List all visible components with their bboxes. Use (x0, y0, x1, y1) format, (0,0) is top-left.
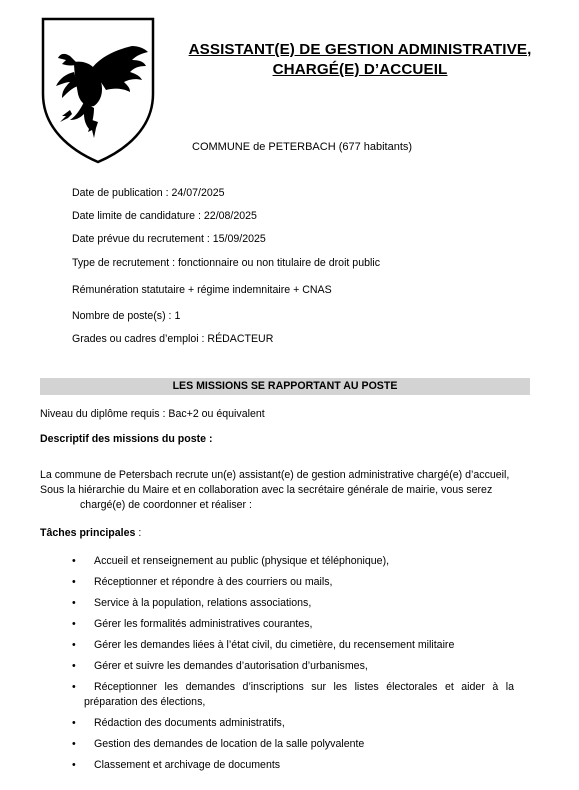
task-text: Gestion des demandes de location de la salle polyvalente (94, 738, 365, 750)
list-item (72, 716, 514, 731)
publication-date: Date de publication : 24/07/2025 (72, 187, 225, 199)
bullet: • (72, 576, 76, 588)
task-text: Gérer et suivre les demandes d’autorisation d’urbanismes, (94, 660, 368, 672)
coat-of-arms-eagle-icon (40, 16, 156, 164)
page-title (180, 40, 540, 80)
title-line-1: ASSISTANT(E) DE GESTION ADMINISTRATIVE, (188, 41, 532, 58)
list-item (72, 737, 514, 752)
bullet: • (72, 681, 76, 693)
bullet: • (72, 660, 76, 672)
tasks-label: Tâches principales (40, 527, 136, 539)
task-text: Gérer les formalités administratives courantes, (94, 618, 313, 630)
task-text: Rédaction des documents administratifs, (94, 717, 285, 729)
list-item (72, 575, 514, 590)
task-text: Accueil et renseignement au public (physique et téléphonique), (94, 555, 390, 567)
diploma-requirement: Niveau du diplôme requis : Bac+2 ou équivalent (40, 408, 265, 420)
bullet: • (72, 618, 76, 630)
task-continuation: préparation des élections, (84, 696, 206, 708)
recruitment-date: Date prévue du recrutement : 15/09/2025 (72, 233, 266, 245)
tasks-label-suffix: : (135, 527, 142, 539)
list-item (72, 554, 514, 569)
bullet: • (72, 597, 76, 609)
missions-description-label: Descriptif des missions du poste : (40, 433, 213, 445)
bullet: • (72, 639, 76, 651)
remuneration: Rémunération statutaire + régime indemnitaire + CNAS (72, 284, 332, 296)
intro-line-2: Sous la hiérarchie du Maire et en collaboration avec la secrétaire générale de mairie, vous serez (40, 484, 493, 496)
list-item (72, 659, 514, 674)
bullet: • (72, 759, 76, 771)
recruitment-type: Type de recrutement : fonctionnaire ou non titulaire de droit public (72, 257, 380, 269)
bullet: • (72, 717, 76, 729)
task-text: Gérer les demandes liées à l’état civil, du cimetière, du recensement militaire (94, 639, 455, 651)
missions-section-header: LES MISSIONS SE RAPPORTANT AU POSTE (40, 378, 530, 395)
intro-line-1: La commune de Petersbach recrute un(e) assistant(e) de gestion administrative chargé(e) d’accueil, (40, 469, 510, 481)
task-text: Réceptionner les demandes d’inscriptions sur les listes électorales et aider à la (94, 681, 514, 693)
list-item (72, 680, 514, 710)
tasks-heading (40, 527, 141, 539)
grades: Grades ou cadres d’emploi : RÉDACTEUR (72, 333, 274, 345)
bullet: • (72, 555, 76, 567)
intro-paragraph (40, 468, 530, 513)
title-line-2: CHARGÉ(E) D’ACCUEIL (272, 61, 448, 78)
list-item (72, 596, 514, 611)
intro-line-3: chargé(e) de coordonner et réaliser : (80, 499, 252, 511)
task-text: Classement et archivage de documents (94, 759, 281, 771)
task-text: Réceptionner et répondre à des courriers ou mails, (94, 576, 333, 588)
tasks-list (72, 554, 514, 773)
list-item (72, 638, 514, 653)
bullet: • (72, 738, 76, 750)
commune-name: COMMUNE de PETERBACH (677 habitants) (192, 141, 413, 153)
list-item (72, 758, 514, 773)
list-item (72, 617, 514, 632)
application-deadline: Date limite de candidature : 22/08/2025 (72, 210, 257, 222)
task-text: Service à la population, relations associations, (94, 597, 312, 609)
number-of-positions: Nombre de poste(s) : 1 (72, 310, 181, 322)
